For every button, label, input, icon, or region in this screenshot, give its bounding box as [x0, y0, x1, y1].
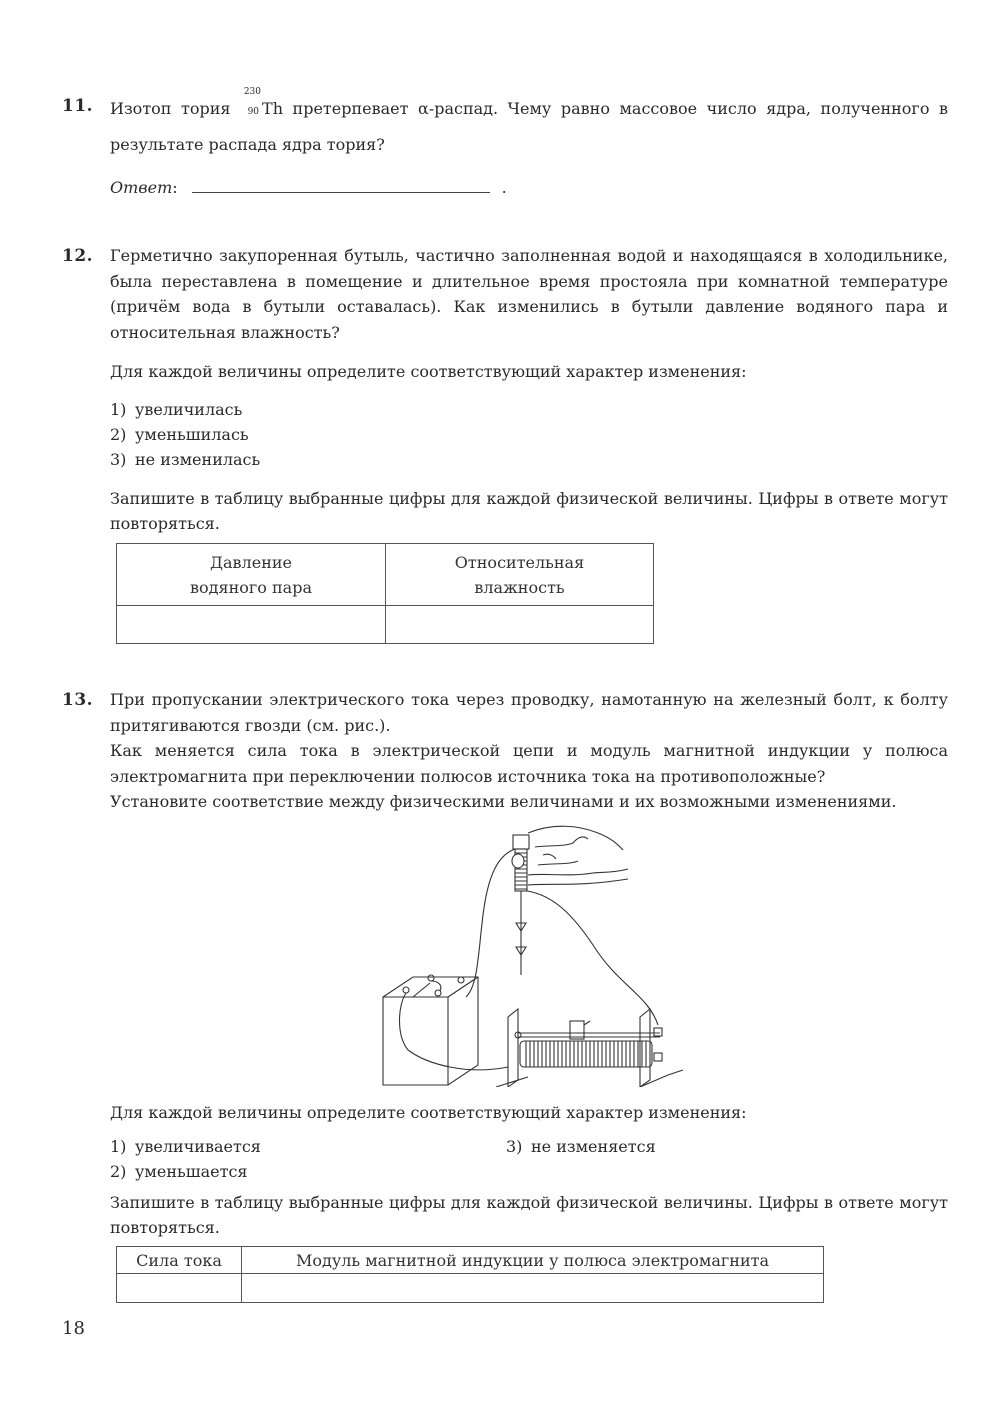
task-13-question-2: Как меняется сила тока в электрической цепи и модуль магнитной индукции у полюса электромагнита при переключении полюсов источника тока на противоположные?	[110, 741, 948, 786]
answer-line: Ответ: .	[110, 178, 507, 197]
task-13-question: При пропускании электрического тока через проводку, намотанную на железный болт, к болту притягиваются гвозди (см. рис.).	[110, 690, 948, 735]
answer-cell-humidity[interactable]	[386, 606, 654, 644]
option-item: 1) увеличивается	[110, 1136, 261, 1156]
task-number: 11.	[62, 96, 94, 116]
task-13-question-3: Установите соответствие между физическими величинами и их возможными изменениями.	[110, 792, 897, 811]
option-item: 2) уменьшилась	[110, 424, 249, 444]
task-13-part-2	[62, 1100, 948, 1320]
task-13-options	[110, 1134, 948, 1184]
answer-cell-current[interactable]	[117, 1274, 242, 1303]
option-item: 1) увеличилась	[110, 399, 243, 419]
task-11-body	[110, 87, 948, 163]
task-12-answer-table	[116, 543, 654, 644]
electromagnet-illustration-icon	[378, 825, 688, 1087]
task-13-body	[110, 687, 948, 815]
option-item: 3) не изменяется	[506, 1136, 656, 1156]
task-12-body	[110, 243, 948, 537]
task-number: 13.	[62, 690, 94, 710]
task-11-question: Изотоп тория 230 90 Th претерпевает α-распад. Чему равно массовое число ядра, полученного в результате распада ядра тория?	[110, 87, 948, 154]
task-number: 12.	[62, 246, 94, 266]
task-12-instruction: Для каждой величины определите соответствующий характер изменения:	[110, 362, 747, 381]
task-13-instruction: Для каждой величины определите соответствующий характер изменения:	[110, 1103, 747, 1122]
answer-cell-induction[interactable]	[242, 1274, 824, 1303]
task-13-body-2	[110, 1100, 948, 1241]
answer-label: Ответ	[110, 178, 173, 197]
table-header: Давление водяного пара	[117, 544, 386, 606]
table-header: Относительная влажность	[386, 544, 654, 606]
table-header: Сила тока	[117, 1247, 242, 1274]
task-12-table-instruction: Запишите в таблицу выбранные цифры для каждой физической величины. Цифры в ответе могут повторяться.	[110, 488, 948, 533]
answer-input[interactable]	[192, 176, 490, 193]
answer-cell-pressure[interactable]	[117, 606, 386, 644]
task-13-table-instruction: Запишите в таблицу выбранные цифры для каждой физической величины. Цифры в ответе могут повторяться.	[110, 1192, 948, 1237]
table-header: Модуль магнитной индукции у полюса электромагнита	[242, 1247, 824, 1274]
task-12-question: Герметично закупоренная бутыль, частично заполненная водой и находящаяся в холодильнике, была переставлена в помещение и длительное время простояла при комнатной температуре (причём вода в бутыли оставалась). Как изменились в бутыли давление водяного пара и относительная влажность?	[110, 246, 948, 342]
task-13-answer-table	[116, 1246, 824, 1303]
task-12-options	[110, 397, 948, 472]
option-item: 2) уменьшается	[110, 1161, 248, 1181]
electromagnet-circuit-figure	[378, 825, 688, 1087]
task-12	[62, 246, 948, 646]
page-number: 18	[62, 1318, 85, 1339]
option-item: 3) не изменилась	[110, 449, 261, 469]
thorium-isotope-notation: 230 90	[243, 87, 262, 117]
